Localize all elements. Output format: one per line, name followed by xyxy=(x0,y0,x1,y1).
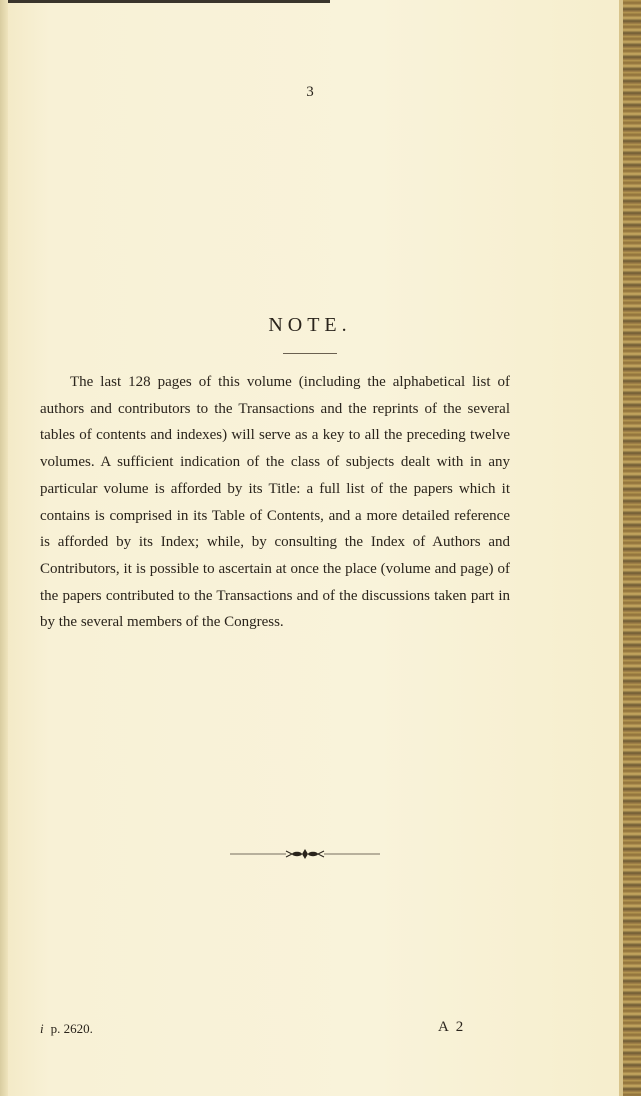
top-border-rule xyxy=(0,0,330,3)
footer-print-reference xyxy=(40,1021,93,1037)
fleuron-ornament-icon xyxy=(230,848,380,860)
page-number: 3 xyxy=(306,84,314,100)
gathering-signature: A 2 xyxy=(438,1019,466,1035)
note-paragraph: The last 128 pages of this volume (including the alphabetical list of authors and contributors to the Transactions and the reprints of the several tables of contents and indexes) will serve as a key to all the preceding twelve volumes. A sufficient indication of the class of subjects dealt with in any particular volume is afforded by its Title: a full list of the papers which it contains is comprised in its Table of Contents, and a more detailed reference is afforded by its Index; while, by consulting the Index of Authors and Contributors, it is possible to ascertain at once the place (volume and page) of the papers contributed to the Transactions and of the discussions taken part in by the several members of the Congress. xyxy=(40,374,510,631)
book-binding-edge xyxy=(623,0,641,1096)
print-reference: p. 2620. xyxy=(50,1021,93,1036)
page-left-edge xyxy=(0,0,8,1096)
page-title: NOTE. xyxy=(268,314,352,336)
title-divider xyxy=(283,353,337,354)
signature-mark: i xyxy=(40,1021,44,1036)
